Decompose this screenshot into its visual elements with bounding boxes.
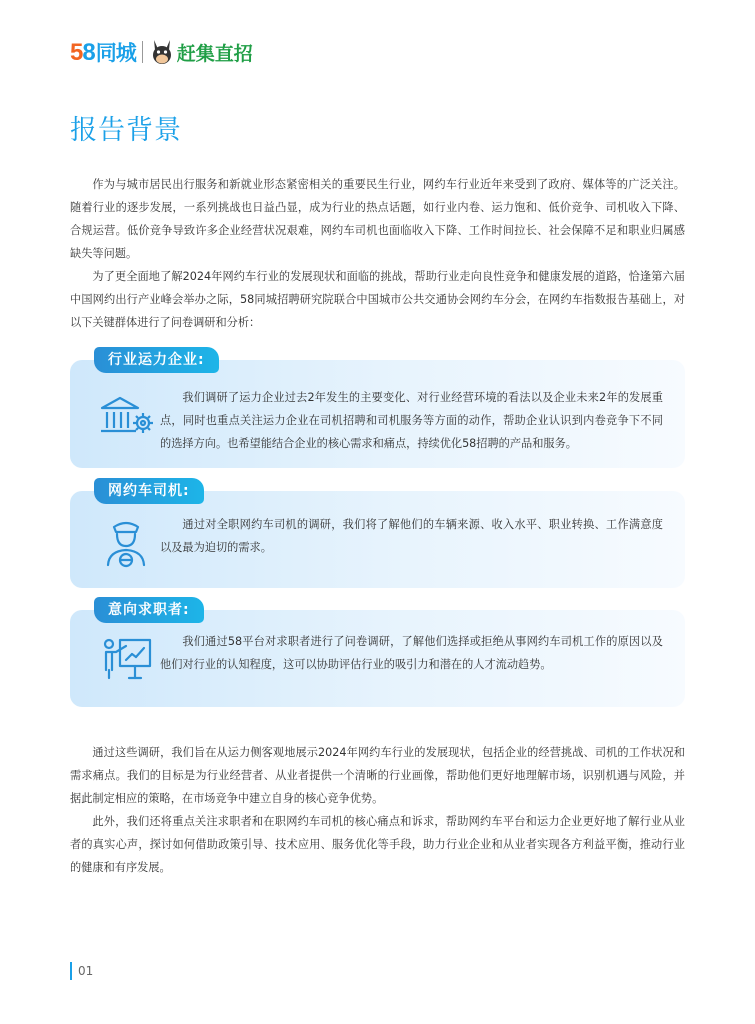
intro-paragraph-1: 作为与城市居民出行服务和新就业形态紧密相关的重要民生行业，网约车行业近年来受到了政府、媒体等的广泛关注。随着行业的逐步发展，一系列挑战也日益凸显，成为行业的热点话题，如行业内卷、运力饱和、低价竞争、司机收入下降、合规运营。低价竞争导致许多企业经营状况艰难，网约车司机也面临收入下降、工作时间拉长、社会保障不足和职业归属感缺失等问题。 [70, 178, 685, 260]
page-number: 01 [78, 964, 94, 978]
footer-accent-bar [70, 962, 72, 980]
intro-paragraph-2: 为了更全面地了解2024年网约车行业的发展现状和面临的挑战，帮助行业走向良性竞争和健康发展的道路，恰逢第六届中国网约出行产业峰会举办之际，58同城招聘研究院联合中国城市公共交通协会网约车分会，在网约车指数报告基础上，对以下关键群体进行了问卷调研和分析： [70, 270, 685, 329]
page-title: 报告背景 [70, 115, 182, 146]
driver-icon [96, 513, 158, 575]
card-ride-hailing-drivers [70, 483, 685, 588]
card-title: 行业运力企业: [94, 347, 219, 373]
bank-gear-icon [96, 386, 158, 448]
logo-divider [142, 41, 143, 63]
card-description: 我们通过58平台对求职者进行了问卷调研，了解他们选择或拒绝从事网约车司机工作的原因以及他们对行业的认知程度，这可以协助评估行业的吸引力和潜在的人才流动趋势。 [160, 635, 663, 671]
closing-paragraph-1: 通过这些调研，我们旨在从运力侧客观地展示2024年网约车行业的发展现状，包括企业的经营挑战、司机的工作状况和需求痛点。我们的目标是为行业经营者、从业者提供一个清晰的行业画像，帮助他们更好地理解市场，识别机遇与风险，并据此制定相应的策略，在市场竞争中建立自身的核心竞争优势。 [70, 746, 685, 805]
closing-paragraph-2: 此外，我们还将重点关注求职者和在职网约车司机的核心痛点和诉求，帮助网约车平台和运力企业更好地了解行业从业者的真实心声，探讨如何借助政策引导、技术应用、服务优化等手段，助力行业企业和从业者实现各方利益平衡，推动行业的健康和有序发展。 [70, 815, 685, 874]
brand-logo [70, 36, 253, 68]
donkey-mascot-icon [149, 38, 175, 66]
logo-ganji-zhizhao: 赶集直招 [176, 42, 253, 65]
presenter-icon [96, 630, 158, 692]
card-title: 网约车司机: [94, 478, 204, 504]
card-description: 我们调研了运力企业过去2年发生的主要变化、对行业经营环境的看法以及企业未来2年的发展重点，同时也重点关注运力企业在司机招聘和司机服务等方面的动作，帮助企业认识到内卷竞争下不同的选择方向。也希望能结合企业的核心需求和痛点，持续优化58招聘的产品和服务。 [160, 391, 663, 450]
card-description: 通过对全职网约车司机的调研，我们将了解他们的车辆来源、收入水平、职业转换、工作满意度以及最为迫切的需求。 [160, 518, 663, 554]
logo-58-tongcheng: 58同城 [70, 39, 136, 66]
page-footer [70, 962, 93, 980]
card-title: 意向求职者: [94, 597, 204, 623]
card-job-seekers [70, 602, 685, 707]
card-industry-enterprises [70, 352, 685, 468]
